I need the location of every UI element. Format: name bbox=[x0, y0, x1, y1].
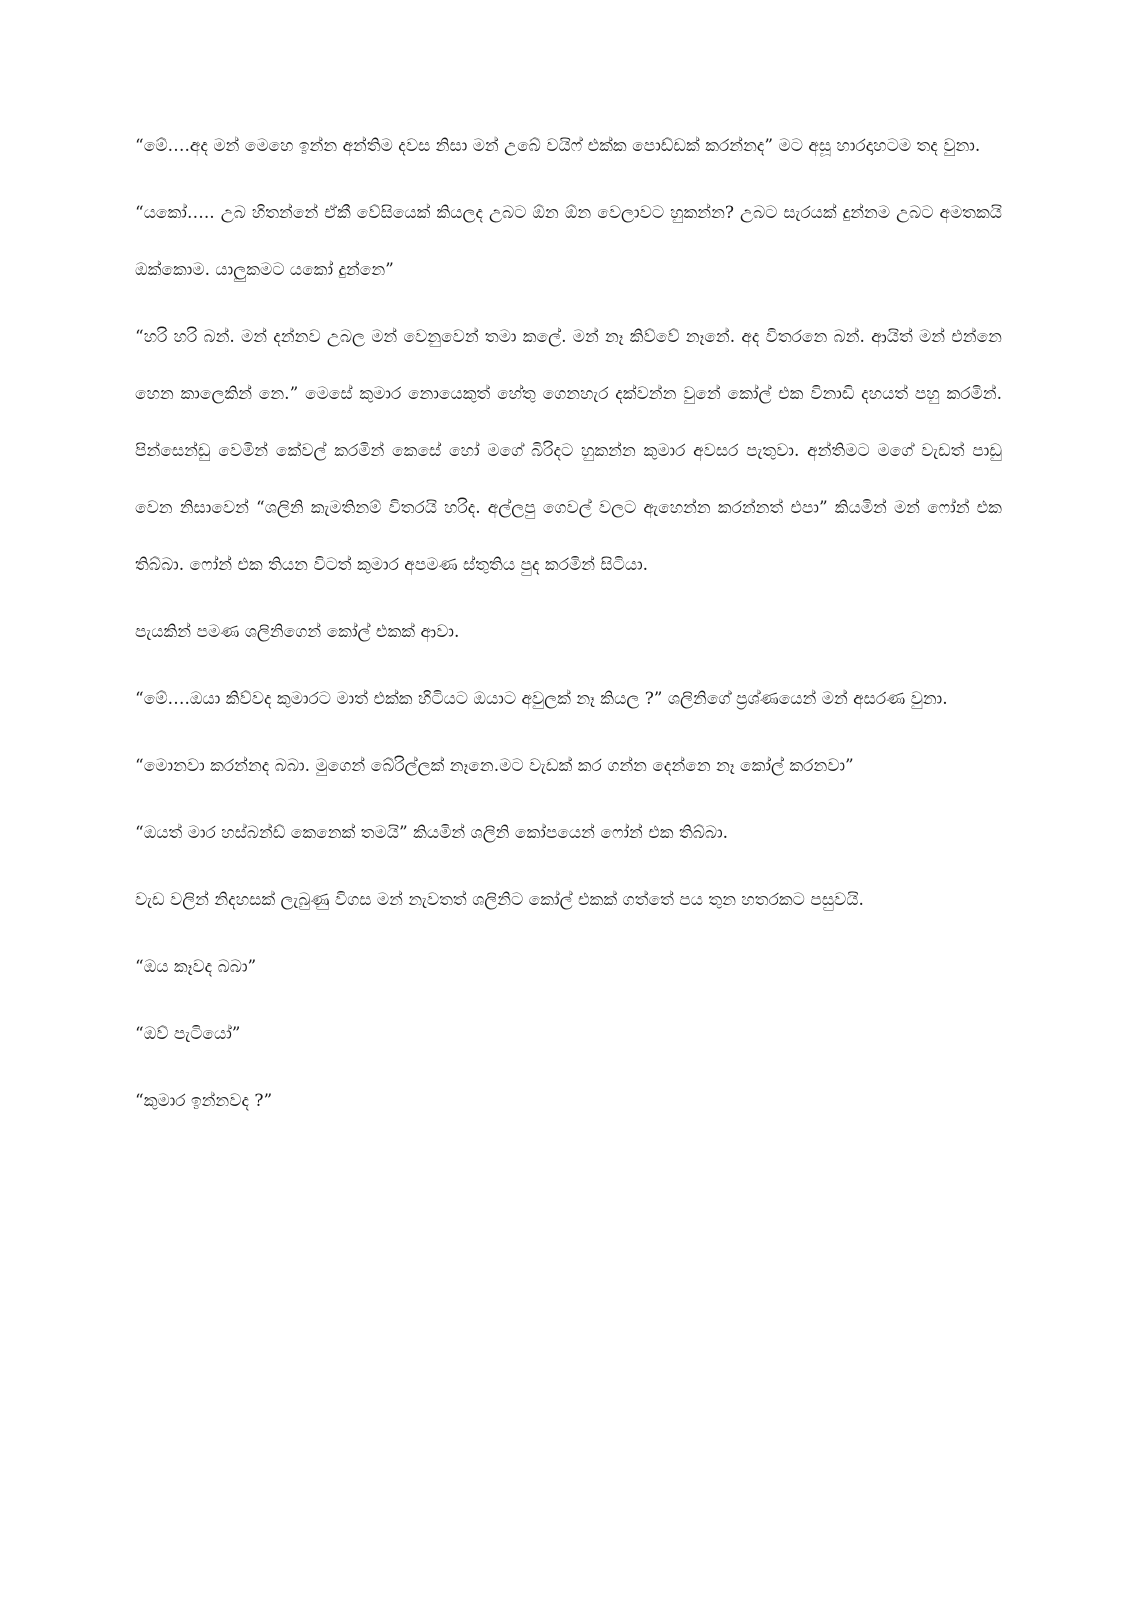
paragraph-11: “කුමාර ඉන්නවද ?” bbox=[135, 1091, 273, 1111]
paragraph-9: “ඔය කෑවද බබා” bbox=[135, 957, 257, 977]
paragraph-7: “ඔයත් මාර හස්බන්ඩ් කෙනෙක් තමයි” කියමින් ශලිනි කෝපයෙන් ෆෝන් එක තිබ්බා. bbox=[135, 823, 729, 843]
paragraph-4: පැයකින් පමණ ශලිනිගෙන් කෝල් එකක් ආවා. bbox=[135, 622, 460, 642]
paragraph-2: “යකෝ….. උබ හිතන්නේ ඒකී වේසියෙක් කියලද උබට ඕන ඕන වෙලාවට හුකන්න? උබට සැරයක් දුන්නම උබට අමතකයි ඔක්කොම. යාලුකමට යකෝ දුන්නෙ” bbox=[135, 203, 1002, 280]
story-text bbox=[135, 118, 1002, 1140]
paragraph-6: “මොනවා කරන්නද බබා. මුගෙන් බේරිල්ලක් නෑනෙ.මට වැඩක් කර ගන්න දෙන්නෙ නෑ කෝල් කරනවා” bbox=[135, 756, 854, 776]
paragraph-5: “මේ….ඔයා කිව්වද කුමාරට මාත් එක්ක හිටියට ඔයාට අවුලක් නෑ කියල ?” ශලිනිගේ ප්‍රශ්ණයෙන් මන් අසරණ වුනා. bbox=[135, 689, 948, 709]
paragraph-1: “මේ….අද මන් මෙහෙ ඉන්න අන්තිම දවස නිසා මන් උබේ වයිෆ් එක්ක පොඩ්ඩක් කරන්නද” මට අසූ හාරදාහටම තද වුනා. bbox=[135, 136, 981, 156]
paragraph-3: “හරි හරි බන්. මන් දන්නව උබල මන් වෙනුවෙන් තමා කලේ. මන් නෑ කිව්වේ නෑනේ. අද විතරනෙ බන්. ආයිත් මන් එන්නෙ හෙන කාලෙකින් නෙ.” මෙසේ කුමාර නොයෙකුත් හේතු ගෙනහැර දක්වන්න වුනේ කෝල් එක විනාඩි දහයත් පහු කරමින්. පින්සෙන්ඩු වෙමින් කේවල් කරමින් කෙසේ හෝ මගේ බිරිදට හුකන්න කුමාර අවසර පැතුවා. අන්තිමට මගේ වැඩත් පාඩු වෙන නිසාවෙන් “ශලිනි කැමතිනම් විතරයි හරිද. අල්ලපු ගෙවල් වලට ඇහෙන්න කරන්නත් එපා” කියමින් මන් ෆෝන් එක තිබ්බා. ෆෝන් එක තියන විටත් කුමාර අපමණ ස්තුතිය පුද කරමින් සිටියා. bbox=[135, 327, 1002, 575]
paragraph-10: “ඔව් පැටියෝ” bbox=[135, 1024, 241, 1044]
paragraph-8: වැඩ වලින් නිදහසක් ලැබුණු විගස මන් නැවතත් ශලිනිට කෝල් එකක් ගත්තේ පය තුන හතරකට පසුවයි. bbox=[135, 890, 864, 910]
